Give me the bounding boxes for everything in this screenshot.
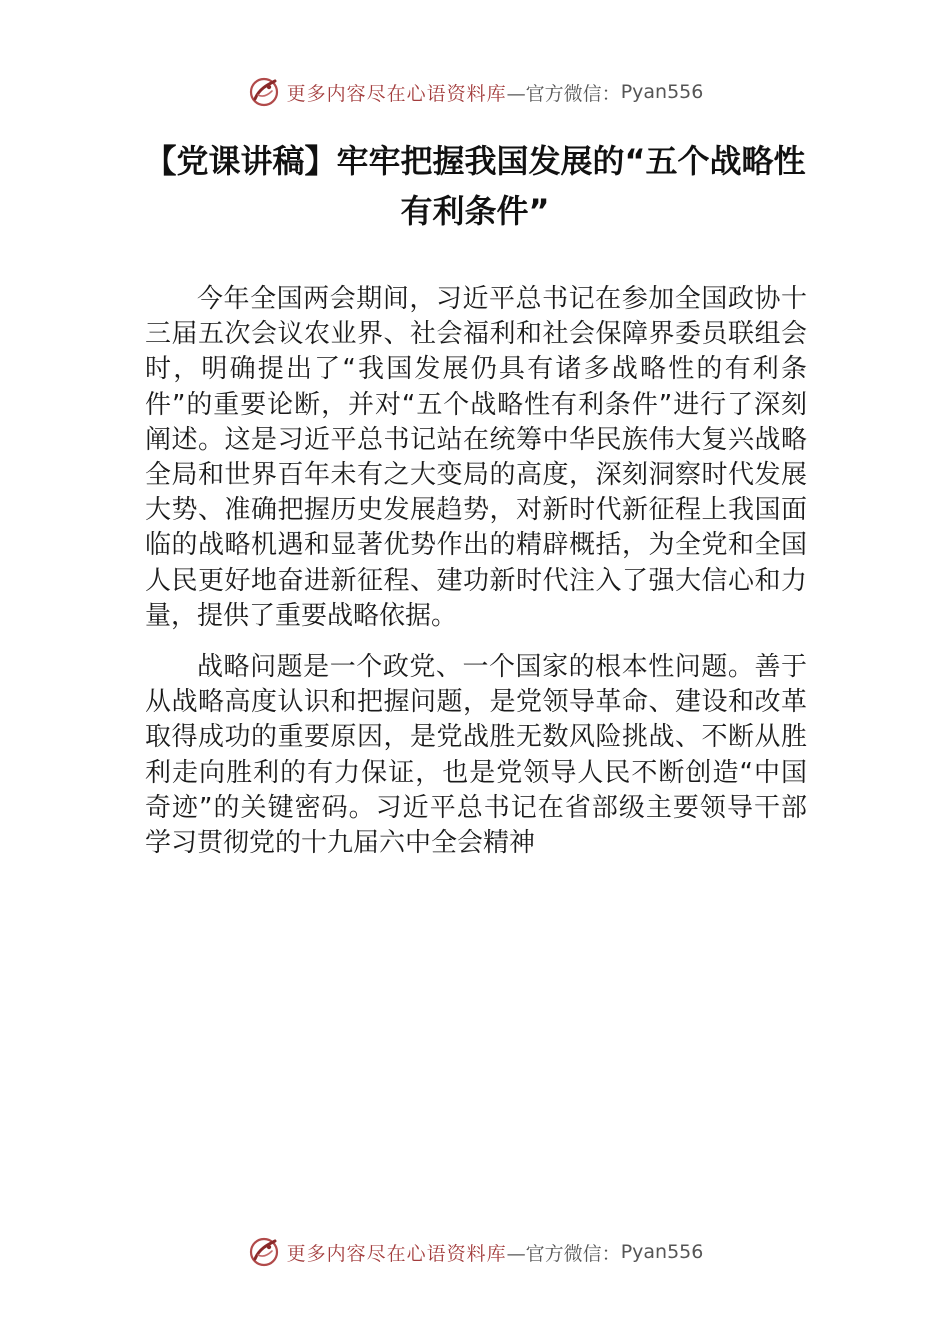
paragraph-1: 今年全国两会期间，习近平总书记在参加全国政协十三届五次会议农业界、社会福利和社会保障界委员联组会时，明确提出了“我国发展仍具有诸多战略性的有利条件”的重要论断，并对“五个战略性有利条件”进行了深刻阐述。这是习近平总书记站在统筹中华民族伟大复兴战略全局和世界百年未有之大变局的高度，深刻洞察时代发展大势、准确把握历史发展趋势，对新时代新征程上我国面临的战略机遇和显著优势作出的精辟概括，为全党和全国人民更好地奋进新征程、建功新时代注入了强大信心和力量，提供了重要战略依据。 (145, 284, 807, 631)
paragraph-2: 战略问题是一个政党、一个国家的根本性问题。善于从战略高度认识和把握问题，是党领导革命、建设和改革取得成功的重要原因，是党战胜无数风险挑战、不断从胜利走向胜利的有力保证，也是党领导人民不断创造“中国奇迹”的关键密码。习近平总书记在省部级主要领导干部学习贯彻党的十九届六中全会精神 (145, 652, 807, 859)
document-title: 【党课讲稿】牢牢把握我国发展的“五个战略性有利条件” (144, 142, 806, 230)
watermark-text: 更多内容尽在心语资料库 (286, 82, 507, 105)
watermark-handle: Pyan556 (620, 81, 704, 103)
document-body (145, 282, 807, 877)
brand-logo-icon (247, 1235, 281, 1269)
watermark-handle: Pyan556 (620, 1241, 704, 1263)
footer-watermark (0, 1232, 950, 1272)
watermark-text: 更多内容尽在心语资料库 (286, 1242, 507, 1265)
brand-logo-icon (247, 75, 281, 109)
watermark-separator: —官方微信： (506, 1242, 621, 1265)
header-watermark (0, 72, 950, 112)
watermark-separator: —官方微信： (506, 82, 621, 105)
